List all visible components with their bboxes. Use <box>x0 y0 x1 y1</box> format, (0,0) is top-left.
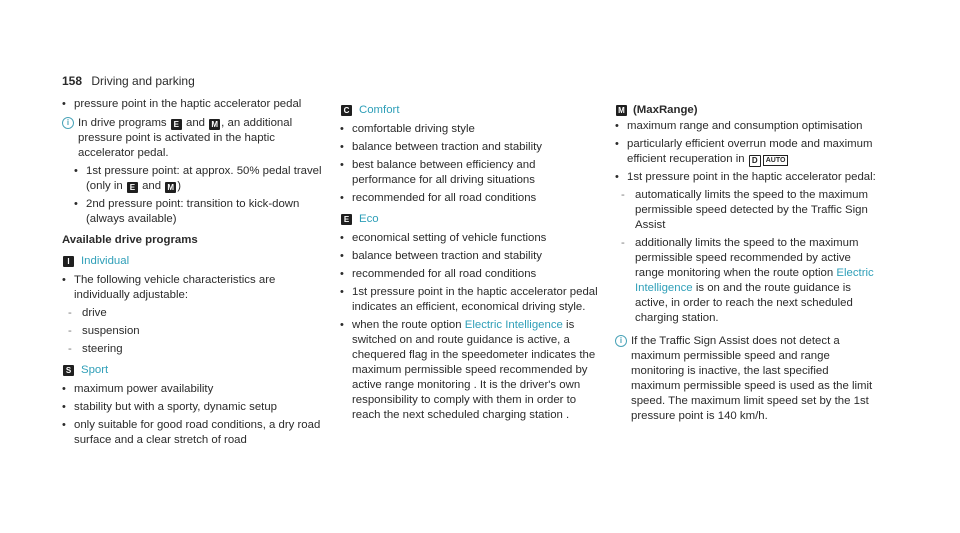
individual-label: Individual <box>81 255 130 267</box>
list-item: • best balance between efficiency and performance for all driving situations <box>340 158 602 188</box>
column-3 <box>615 97 877 427</box>
comfort-label: Comfort <box>359 104 400 116</box>
info-note: i In drive programs E and M , an additional pressure point is activated in the haptic accelerator pedal. <box>62 116 324 161</box>
list-item: • economical setting of vehicle functions <box>340 231 602 246</box>
list-item: • only suitable for good road conditions, a dry road surface and a clear stretch of road <box>62 418 324 448</box>
drive-d-key-icon: D <box>749 155 761 167</box>
sub-item: - automatically limits the speed to the maximum permissible speed detected by the Traffic Sign Assist <box>615 188 877 233</box>
list-item: • The following vehicle characteristics are individually adjustable: <box>62 273 324 303</box>
nested-list <box>62 164 324 227</box>
list-item: • when the route option Electric Intelligence is switched on and route guidance is active, a chequered flag in the speedometer indicates the maximum permissible speed recommended by active range monitoring . It is the driver's own responsibility to comply with them in order to reach the next scheduled charging station . <box>340 318 602 423</box>
list-item: • 1st pressure point: at approx. 50% pedal travel (only in E and M ) <box>74 164 324 194</box>
auto-key-icon: AUTO <box>763 155 789 166</box>
info-icon: i <box>62 117 74 129</box>
program-heading-eco <box>340 212 602 227</box>
list-item: • particularly efficient overrun mode and maximum efficient recuperation in D AUTO <box>615 137 877 167</box>
list-item: • 1st pressure point in the haptic accelerator pedal indicates an efficient, economical driving style. <box>340 285 602 315</box>
maxrange-key-icon: M <box>209 119 220 130</box>
column-1 <box>62 97 324 451</box>
maxrange-key-icon: M <box>616 105 627 116</box>
sub-item: - drive <box>62 306 324 321</box>
section-title: Driving and parking <box>91 74 195 88</box>
eco-key-icon: E <box>171 119 182 130</box>
individual-key-icon: I <box>63 256 74 267</box>
list-item: • recommended for all road conditions <box>340 267 602 282</box>
list-item: • pressure point in the haptic accelerator pedal <box>62 97 324 112</box>
sport-key-icon: S <box>63 365 74 376</box>
maxrange-key-icon: M <box>165 182 176 193</box>
list-item: • 1st pressure point in the haptic accelerator pedal: <box>615 170 877 185</box>
info-icon: i <box>615 335 627 347</box>
program-heading-sport <box>62 363 324 378</box>
maxrange-label: (MaxRange) <box>633 104 698 116</box>
eco-key-icon: E <box>127 182 138 193</box>
list-item: • balance between traction and stability <box>340 249 602 264</box>
sub-item: - additionally limits the speed to the maximum permissible speed recommended by active range monitoring when the route option Electric Intelligence is on and the route guidance is active, in order to reach the next scheduled charging station. <box>615 236 877 326</box>
electric-intelligence-link[interactable]: Electric Intelligence <box>635 267 874 294</box>
electric-intelligence-link[interactable]: Electric Intelligence <box>464 319 563 331</box>
page-number: 158 <box>62 74 83 88</box>
sport-label: Sport <box>81 364 109 376</box>
list-item: • balance between traction and stability <box>340 140 602 155</box>
program-heading-individual <box>62 254 324 269</box>
eco-key-icon: E <box>341 214 352 225</box>
eco-label: Eco <box>359 213 379 225</box>
list-item: • 2nd pressure point: transition to kick-down (always available) <box>74 197 324 227</box>
program-heading-comfort <box>340 103 602 118</box>
program-heading-maxrange <box>615 103 877 118</box>
list-item: • recommended for all road conditions <box>340 191 602 206</box>
list-item: • maximum power availability <box>62 382 324 397</box>
list-item: • maximum range and consumption optimisation <box>615 119 877 134</box>
page-header <box>62 74 195 89</box>
section-heading: Available drive programs <box>62 234 198 246</box>
sub-item: - suspension <box>62 324 324 339</box>
info-note: i If the Traffic Sign Assist does not detect a maximum permissible speed and range monitoring is inactive, the last specified maximum permissible speed is used as the limit speed. The maximum limit speed set by the 1st pressure point is 140 km/h. <box>615 334 877 424</box>
list-item: • stability but with a sporty, dynamic setup <box>62 400 324 415</box>
column-2 <box>340 97 602 426</box>
sub-item: - steering <box>62 342 324 357</box>
comfort-key-icon: C <box>341 105 352 116</box>
list-item: • comfortable driving style <box>340 122 602 137</box>
